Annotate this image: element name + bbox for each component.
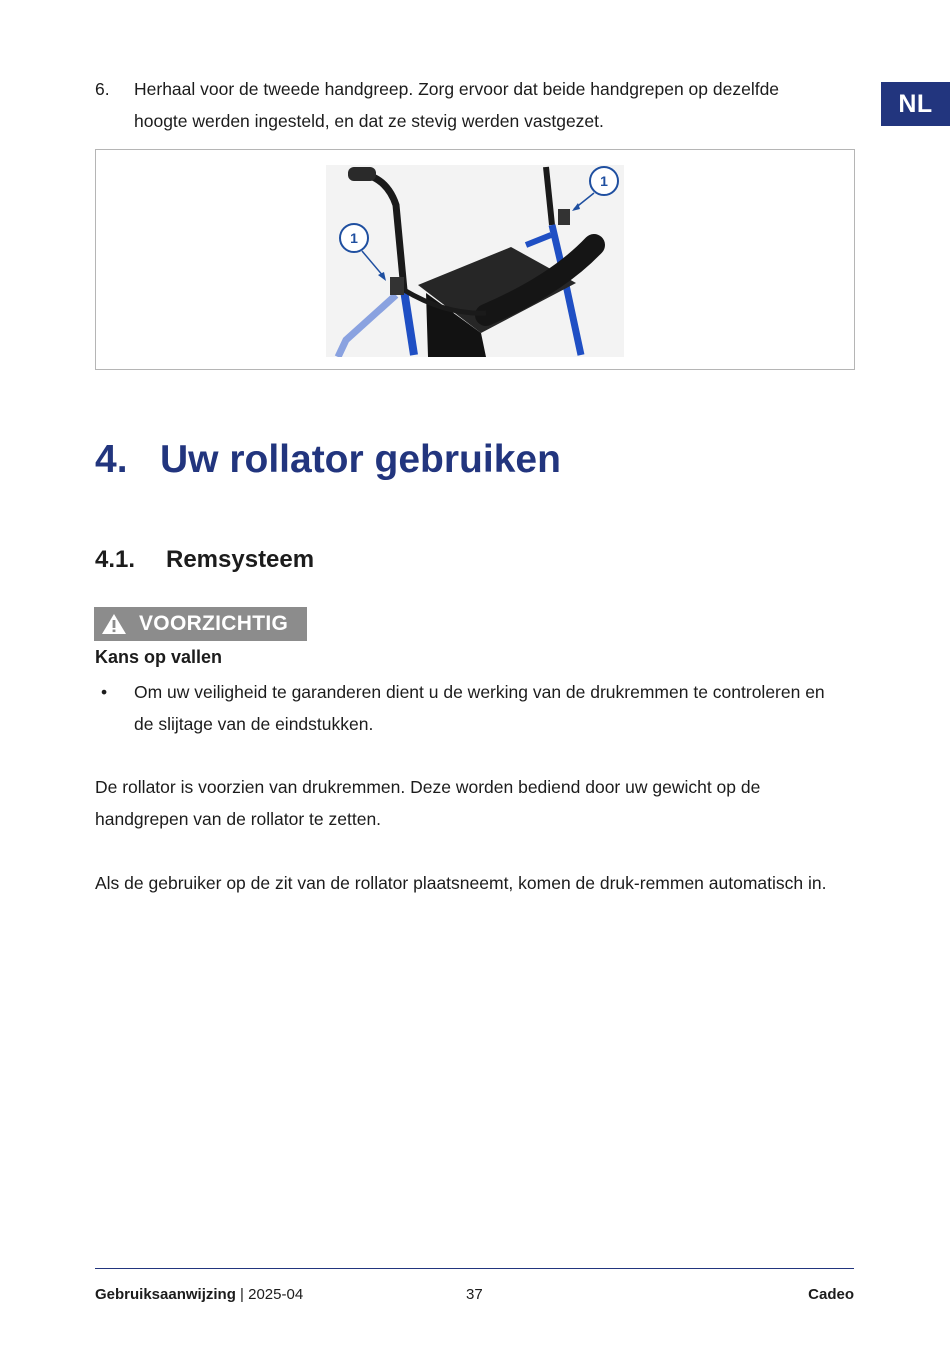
- language-tab: NL: [881, 82, 950, 126]
- callout-label-left: 1: [350, 230, 358, 246]
- warning-subtitle: Kans op vallen: [95, 647, 223, 667]
- chapter-title: Uw rollator gebruiken: [160, 438, 561, 481]
- chapter-heading: [95, 438, 561, 482]
- warning-triangle-icon: [101, 613, 127, 635]
- bullet-dot: •: [101, 682, 108, 702]
- section-title: Remsysteem: [166, 546, 315, 573]
- footer-date: 2025-04: [248, 1286, 304, 1303]
- rollator-handle-figure: [95, 149, 855, 370]
- page-number: 37: [466, 1286, 483, 1303]
- warning-label: VOORZICHTIG: [139, 612, 289, 635]
- footer-divider: [95, 1268, 854, 1269]
- warning-badge: [94, 607, 307, 641]
- step-6: [95, 73, 835, 137]
- paragraph-1: De rollator is voorzien van drukremmen. Deze worden bediend door uw gewicht op de handgrepen van de rollator te zetten.: [95, 777, 761, 829]
- section-number: 4.1.: [95, 546, 136, 573]
- footer-doc-title: Gebruiksaanwijzing: [95, 1286, 236, 1303]
- paragraph-2: Als de gebruiker op de zit van de rollator plaatsneemt, komen de druk-remmen automatisch in.: [95, 873, 827, 893]
- callout-label-right: 1: [600, 173, 608, 189]
- bullet-text: Om uw veiligheid te garanderen dient u de werking van de drukremmen te controleren en de slijtage van de eindstukken.: [134, 682, 825, 734]
- footer-product: Cadeo: [808, 1286, 854, 1303]
- section-heading: [95, 546, 314, 574]
- rollator-illustration: [326, 165, 624, 357]
- footer-separator: |: [240, 1286, 244, 1303]
- warning-bullet: [95, 676, 845, 740]
- footer-left: [95, 1286, 303, 1303]
- chapter-number: 4.: [95, 438, 128, 481]
- step-number: 6.: [95, 79, 110, 99]
- step-text: Herhaal voor de tweede handgreep. Zorg ervoor dat beide handgrepen op dezelfde hoogte werden ingesteld, en dat ze stevig werden vastgezet.: [134, 79, 780, 131]
